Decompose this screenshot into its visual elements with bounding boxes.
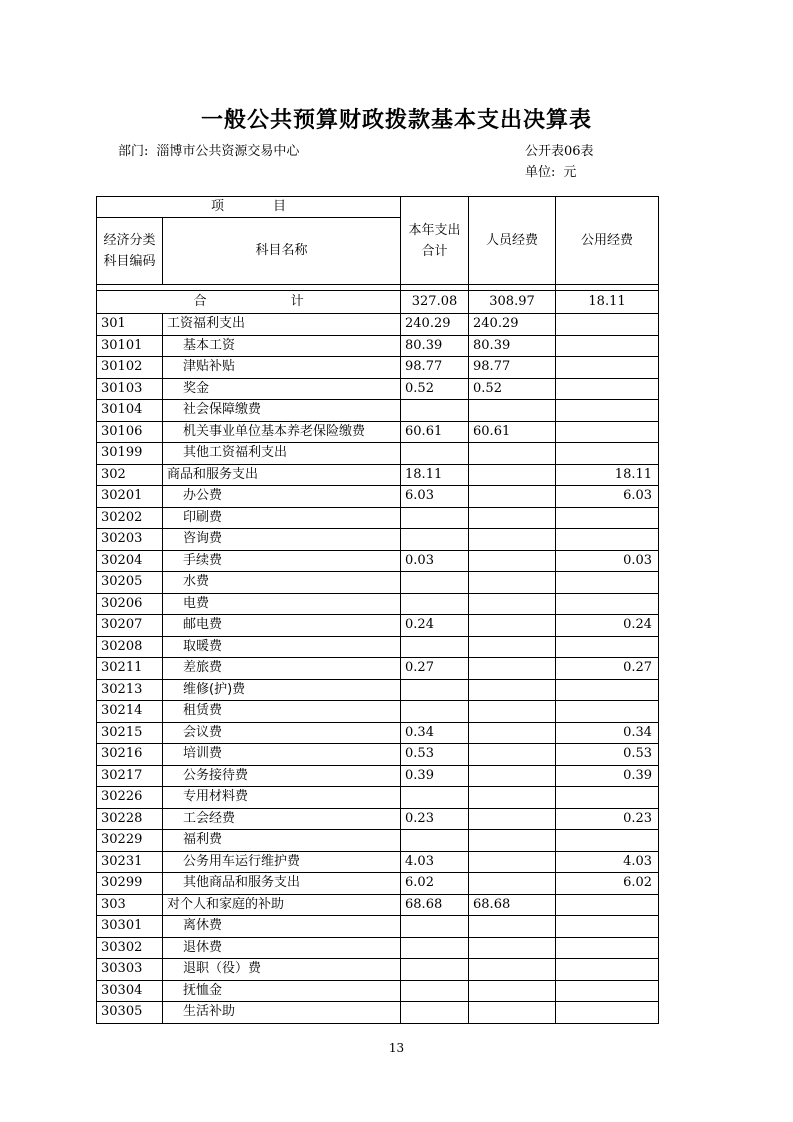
row-public [556, 937, 659, 959]
row-total: 6.02 [401, 873, 469, 895]
table-row [97, 550, 659, 572]
row-code: 30229 [97, 830, 163, 852]
row-personnel [469, 1002, 556, 1024]
table-row [97, 722, 659, 744]
row-code: 30231 [97, 851, 163, 873]
row-code: 301 [97, 314, 163, 336]
row-public [556, 679, 659, 701]
unit-value: 元 [563, 165, 577, 180]
row-personnel [469, 679, 556, 701]
row-code: 30101 [97, 335, 163, 357]
row-personnel [469, 550, 556, 572]
table-row [97, 443, 659, 465]
row-public [556, 980, 659, 1002]
table-row [97, 873, 659, 895]
row-public [556, 400, 659, 422]
report-title: 一般公共预算财政拨款基本支出决算表 [200, 108, 592, 133]
row-public: 0.39 [556, 765, 659, 787]
row-name: 社会保障缴费 [163, 400, 401, 422]
row-personnel: 0.52 [469, 378, 556, 400]
row-public: 18.11 [556, 464, 659, 486]
row-name: 其他商品和服务支出 [163, 873, 401, 895]
row-name: 抚恤金 [163, 980, 401, 1002]
table-row [97, 959, 659, 981]
row-personnel [469, 765, 556, 787]
row-personnel [469, 486, 556, 508]
row-name: 机关事业单位基本养老保险缴费 [163, 421, 401, 443]
row-code: 30301 [97, 916, 163, 938]
row-personnel [469, 507, 556, 529]
total-sum: 327.08 [401, 291, 469, 314]
row-name: 水费 [163, 572, 401, 594]
row-name: 奖金 [163, 378, 401, 400]
table-row [97, 507, 659, 529]
row-personnel [469, 572, 556, 594]
row-code: 30211 [97, 658, 163, 680]
header-personnel: 人员经费 [469, 197, 556, 285]
row-name: 离休费 [163, 916, 401, 938]
row-name: 福利费 [163, 830, 401, 852]
row-total [401, 830, 469, 852]
row-total [401, 980, 469, 1002]
row-total: 6.03 [401, 486, 469, 508]
department-line [118, 140, 299, 159]
department-label: 部门: [118, 144, 149, 159]
row-public: 0.03 [556, 550, 659, 572]
row-code: 30228 [97, 808, 163, 830]
row-public [556, 593, 659, 615]
row-public [556, 787, 659, 809]
row-code: 30204 [97, 550, 163, 572]
row-total: 98.77 [401, 357, 469, 379]
row-code: 30215 [97, 722, 163, 744]
total-public: 18.11 [556, 291, 659, 314]
row-code: 30303 [97, 959, 163, 981]
row-total: 60.61 [401, 421, 469, 443]
row-total: 0.27 [401, 658, 469, 680]
row-total [401, 1002, 469, 1024]
row-public: 4.03 [556, 851, 659, 873]
row-personnel: 98.77 [469, 357, 556, 379]
row-public [556, 421, 659, 443]
row-code: 30217 [97, 765, 163, 787]
row-personnel [469, 701, 556, 723]
row-personnel: 68.68 [469, 894, 556, 916]
row-total: 0.24 [401, 615, 469, 637]
row-personnel [469, 658, 556, 680]
row-public [556, 1002, 659, 1024]
row-code: 30205 [97, 572, 163, 594]
row-personnel [469, 615, 556, 637]
table-row [97, 937, 659, 959]
row-total: 0.39 [401, 765, 469, 787]
row-code: 30304 [97, 980, 163, 1002]
row-name: 退休费 [163, 937, 401, 959]
row-personnel [469, 937, 556, 959]
row-public [556, 335, 659, 357]
table-row [97, 851, 659, 873]
row-public: 0.23 [556, 808, 659, 830]
row-name: 公务用车运行维护费 [163, 851, 401, 873]
row-name: 租赁费 [163, 701, 401, 723]
header-name: 科目名称 [163, 218, 401, 285]
row-personnel [469, 873, 556, 895]
row-total: 0.34 [401, 722, 469, 744]
row-public [556, 894, 659, 916]
row-code: 30106 [97, 421, 163, 443]
row-code: 302 [97, 464, 163, 486]
row-name: 津贴补贴 [163, 357, 401, 379]
row-personnel: 60.61 [469, 421, 556, 443]
row-personnel: 80.39 [469, 335, 556, 357]
row-public [556, 916, 659, 938]
table-row [97, 486, 659, 508]
row-public [556, 572, 659, 594]
table-row [97, 980, 659, 1002]
row-total [401, 529, 469, 551]
unit-label: 单位: [525, 165, 556, 180]
row-public: 0.27 [556, 658, 659, 680]
row-name: 工会经费 [163, 808, 401, 830]
row-public [556, 830, 659, 852]
row-total [401, 593, 469, 615]
row-code: 30214 [97, 701, 163, 723]
row-personnel: 240.29 [469, 314, 556, 336]
row-total: 240.29 [401, 314, 469, 336]
table-row [97, 593, 659, 615]
row-public [556, 636, 659, 658]
row-name: 商品和服务支出 [163, 464, 401, 486]
table-row [97, 1002, 659, 1024]
row-code: 303 [97, 894, 163, 916]
table-row [97, 378, 659, 400]
table-row [97, 658, 659, 680]
row-name: 对个人和家庭的补助 [163, 894, 401, 916]
row-total: 18.11 [401, 464, 469, 486]
row-name: 生活补助 [163, 1002, 401, 1024]
row-public: 6.03 [556, 486, 659, 508]
row-name: 其他工资福利支出 [163, 443, 401, 465]
row-personnel [469, 464, 556, 486]
row-total [401, 443, 469, 465]
row-code: 30302 [97, 937, 163, 959]
row-personnel [469, 722, 556, 744]
table-row [97, 787, 659, 809]
row-public: 0.24 [556, 615, 659, 637]
row-total [401, 507, 469, 529]
row-name: 基本工资 [163, 335, 401, 357]
row-personnel [469, 529, 556, 551]
table-row [97, 744, 659, 766]
row-personnel [469, 787, 556, 809]
row-total [401, 679, 469, 701]
row-name: 取暖费 [163, 636, 401, 658]
row-personnel [469, 851, 556, 873]
table-row [97, 314, 659, 336]
row-code: 30305 [97, 1002, 163, 1024]
row-public [556, 701, 659, 723]
table-row [97, 701, 659, 723]
row-personnel [469, 400, 556, 422]
row-name: 手续费 [163, 550, 401, 572]
total-personnel: 308.97 [469, 291, 556, 314]
row-public [556, 357, 659, 379]
row-name: 邮电费 [163, 615, 401, 637]
row-total: 4.03 [401, 851, 469, 873]
row-total: 0.53 [401, 744, 469, 766]
row-name: 培训费 [163, 744, 401, 766]
table-row [97, 765, 659, 787]
total-row [97, 291, 659, 314]
table-row [97, 916, 659, 938]
row-personnel [469, 744, 556, 766]
row-public: 0.53 [556, 744, 659, 766]
table-row [97, 464, 659, 486]
form-number: 公开表06表 [525, 144, 594, 159]
row-code: 30213 [97, 679, 163, 701]
row-personnel [469, 916, 556, 938]
row-total: 0.52 [401, 378, 469, 400]
row-total: 0.03 [401, 550, 469, 572]
row-name: 公务接待费 [163, 765, 401, 787]
table-row [97, 421, 659, 443]
row-total [401, 916, 469, 938]
row-code: 30206 [97, 593, 163, 615]
unit-line [525, 161, 576, 180]
department-name: 淄博市公共资源交易中心 [156, 144, 300, 159]
row-personnel [469, 830, 556, 852]
row-total [401, 787, 469, 809]
table-row [97, 636, 659, 658]
row-name: 工资福利支出 [163, 314, 401, 336]
page-number: 13 [388, 1041, 405, 1055]
row-name: 办公费 [163, 486, 401, 508]
table-row [97, 572, 659, 594]
row-name: 印刷费 [163, 507, 401, 529]
row-code: 30207 [97, 615, 163, 637]
header-code: 经济分类科目编码 [97, 218, 163, 285]
table-row [97, 529, 659, 551]
row-total [401, 636, 469, 658]
row-code: 30202 [97, 507, 163, 529]
row-total: 0.23 [401, 808, 469, 830]
row-total [401, 572, 469, 594]
row-code: 30199 [97, 443, 163, 465]
row-name: 咨询费 [163, 529, 401, 551]
row-total: 68.68 [401, 894, 469, 916]
row-code: 30203 [97, 529, 163, 551]
row-total: 80.39 [401, 335, 469, 357]
row-name: 专用材料费 [163, 787, 401, 809]
budget-table [96, 196, 659, 1024]
row-public [556, 529, 659, 551]
row-personnel [469, 636, 556, 658]
row-total [401, 959, 469, 981]
row-public [556, 507, 659, 529]
table-row [97, 808, 659, 830]
row-personnel [469, 980, 556, 1002]
table-body [97, 291, 659, 1024]
total-label: 合 计 [97, 291, 401, 314]
row-total [401, 701, 469, 723]
table-row [97, 400, 659, 422]
row-code: 30201 [97, 486, 163, 508]
table-row [97, 830, 659, 852]
row-code: 30104 [97, 400, 163, 422]
row-total [401, 937, 469, 959]
row-public: 0.34 [556, 722, 659, 744]
row-public [556, 314, 659, 336]
row-public [556, 959, 659, 981]
table-row [97, 357, 659, 379]
row-name: 维修(护)费 [163, 679, 401, 701]
row-personnel [469, 443, 556, 465]
header-public: 公用经费 [556, 197, 659, 285]
row-personnel [469, 593, 556, 615]
row-code: 30103 [97, 378, 163, 400]
row-code: 30102 [97, 357, 163, 379]
table-row [97, 894, 659, 916]
row-public [556, 378, 659, 400]
row-public: 6.02 [556, 873, 659, 895]
header-project: 项 目 [97, 197, 401, 218]
row-name: 会议费 [163, 722, 401, 744]
row-code: 30299 [97, 873, 163, 895]
table-row [97, 335, 659, 357]
row-name: 退职（役）费 [163, 959, 401, 981]
header-total: 本年支出合计 [401, 197, 469, 285]
row-personnel [469, 808, 556, 830]
row-code: 30226 [97, 787, 163, 809]
table-row [97, 615, 659, 637]
table-row [97, 679, 659, 701]
row-personnel [469, 959, 556, 981]
row-name: 电费 [163, 593, 401, 615]
row-public [556, 443, 659, 465]
row-code: 30208 [97, 636, 163, 658]
row-name: 差旅费 [163, 658, 401, 680]
row-code: 30216 [97, 744, 163, 766]
row-total [401, 400, 469, 422]
